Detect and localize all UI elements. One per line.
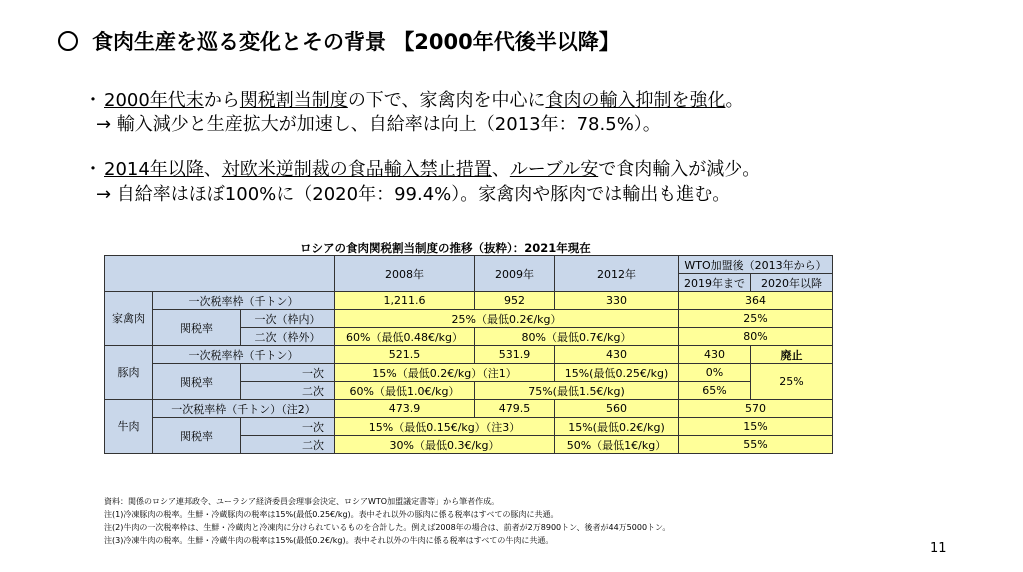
bullet-1-part: 。 (725, 90, 744, 111)
table-row (105, 310, 833, 328)
row-label-tariff: 関税率 (153, 310, 241, 346)
table-row (105, 364, 833, 382)
cell: 15%（最低0.15€/kg）（注3） (335, 418, 555, 436)
cell: 15%（最低0.2€/kg）（注1） (335, 364, 555, 382)
bullet-2-part: 対欧米逆制裁の食品輸入禁止措置 (221, 159, 492, 180)
bullet-1-part: の下で、家禽肉を中心に (347, 90, 546, 111)
cell: 473.9 (335, 400, 475, 418)
table-row (105, 400, 833, 418)
note-line: 注(2)牛肉の一次税率枠は、生鮮・冷蔵肉と冷凍肉に分けられているものを合計した。例えば2008年の場合は、前者が2万8900トン、後者が44万5000トン。 (104, 523, 671, 532)
header-row (105, 256, 833, 274)
category-poultry: 家禽肉 (105, 292, 153, 346)
category-beef: 牛肉 (105, 400, 153, 454)
page-title (58, 26, 620, 56)
tariff-quota-table (104, 255, 833, 454)
bullet-2-part: 、 (203, 159, 222, 180)
row-label-tariff: 関税率 (153, 418, 241, 454)
bullet-2-part: 2014年以降 (104, 159, 204, 180)
category-pork: 豚肉 (105, 346, 153, 400)
bullet-1-text (104, 90, 743, 111)
cell: 65% (679, 382, 751, 400)
bullet-2-part: ルーブル安 (509, 159, 599, 180)
row-label-tariff: 関税率 (153, 364, 241, 400)
row-label-first: 一次 (241, 418, 335, 436)
cell: 560 (555, 400, 679, 418)
cell: 60%（最低0.48€/kg） (335, 328, 475, 346)
bullet-2-part: で食肉輸入が減少。 (598, 159, 761, 180)
row-label-second: 二次 (241, 382, 335, 400)
cell: 1,211.6 (335, 292, 475, 310)
cell: 15%(最低0.25€/kg) (555, 364, 679, 382)
table-row (105, 418, 833, 436)
bullet-marker: ・ (84, 90, 102, 111)
cell: 0% (679, 364, 751, 382)
bullet-2-part: 、 (491, 159, 510, 180)
cell: 15%(最低0.2€/kg) (555, 418, 679, 436)
bullet-2 (84, 155, 760, 181)
cell: 60%（最低1.0€/kg） (335, 382, 475, 400)
cell: 75%(最低1.5€/kg) (475, 382, 679, 400)
cell: 15% (679, 418, 833, 436)
note-line: 注(1)冷凍豚肉の税率。生鮮・冷蔵豚肉の税率は15%(最低0.25€/kg)。表中それ以外の豚肉に係る税率はすべての豚肉に共通。 (104, 510, 559, 519)
cell: 80%（最低0.7€/kg） (475, 328, 679, 346)
row-label-second-out: 二次（枠外） (241, 328, 335, 346)
row-label-second: 二次 (241, 436, 335, 454)
cell: 521.5 (335, 346, 475, 364)
row-label-quota: 一次税率枠（千トン） (153, 346, 335, 364)
cell: 55% (679, 436, 833, 454)
page-title-text: 食肉生産を巡る変化とその背景 【2000年代後半以降】 (92, 30, 620, 54)
note-line: 資料：関係のロシア連邦政令、ユーラシア経済委員会理事会決定、ロシアWTO加盟議定書等」から筆者作成。 (104, 497, 500, 506)
table-row (105, 292, 833, 310)
bullet-marker: ・ (84, 159, 102, 180)
cell: 952 (475, 292, 555, 310)
cell: 479.5 (475, 400, 555, 418)
bullet-1-part: 2000年代末 (104, 90, 204, 111)
cell: 570 (679, 400, 833, 418)
header-corner (105, 256, 335, 292)
source-notes (104, 495, 670, 547)
cell: 430 (555, 346, 679, 364)
cell: 30%（最低0.3€/kg） (335, 436, 555, 454)
cell: 330 (555, 292, 679, 310)
cell: 25% (679, 310, 833, 328)
bullet-1-part: 関税割当制度 (239, 90, 348, 111)
bullet-1-part: から (203, 90, 240, 111)
cell: 531.9 (475, 346, 555, 364)
table-row (105, 346, 833, 364)
row-label-quota-note2: 一次税率枠（千トン）（注2） (153, 400, 335, 418)
header-from-2020: 2020年以降 (751, 274, 833, 292)
header-until-2019: 2019年まで (679, 274, 751, 292)
header-2009: 2009年 (475, 256, 555, 292)
row-label-quota: 一次税率枠（千トン） (153, 292, 335, 310)
cell: 50%（最低1€/kg） (555, 436, 679, 454)
note-line: 注(3)冷凍牛肉の税率。生鮮・冷蔵牛肉の税率は15%(最低0.2€/kg)。表中それ以外の牛肉に係る税率はすべての牛肉に共通。 (104, 536, 554, 545)
page-number: 11 (930, 541, 947, 556)
cell: 80% (679, 328, 833, 346)
header-2008: 2008年 (335, 256, 475, 292)
header-wto: WTO加盟後（2013年から） (679, 256, 833, 274)
cell: 25%（最低0.2€/kg） (335, 310, 679, 328)
bullet-1-part: 食肉の輸入抑制を強化 (545, 90, 726, 111)
cell: 364 (679, 292, 833, 310)
cell: 廃止 (751, 346, 833, 364)
bullet-2-text (104, 159, 760, 180)
row-label-first-in: 一次（枠内） (241, 310, 335, 328)
bullet-1-sub: → 輸入減少と生産拡大が加速し、自給率は向上（2013年：78.5%）。 (96, 114, 661, 135)
table-title: ロシアの食肉関税割当制度の推移（抜粋）：2021年現在 (300, 241, 591, 255)
bullet-2-sub: → 自給率はほぼ100%に（2020年：99.4%）。家禽肉や豚肉では輸出も進む。 (96, 184, 731, 205)
cell: 25% (751, 364, 833, 400)
header-2012: 2012年 (555, 256, 679, 292)
row-label-first: 一次 (241, 364, 335, 382)
cell: 430 (679, 346, 751, 364)
circle-marker-icon (58, 31, 78, 51)
bullet-1 (84, 86, 743, 112)
